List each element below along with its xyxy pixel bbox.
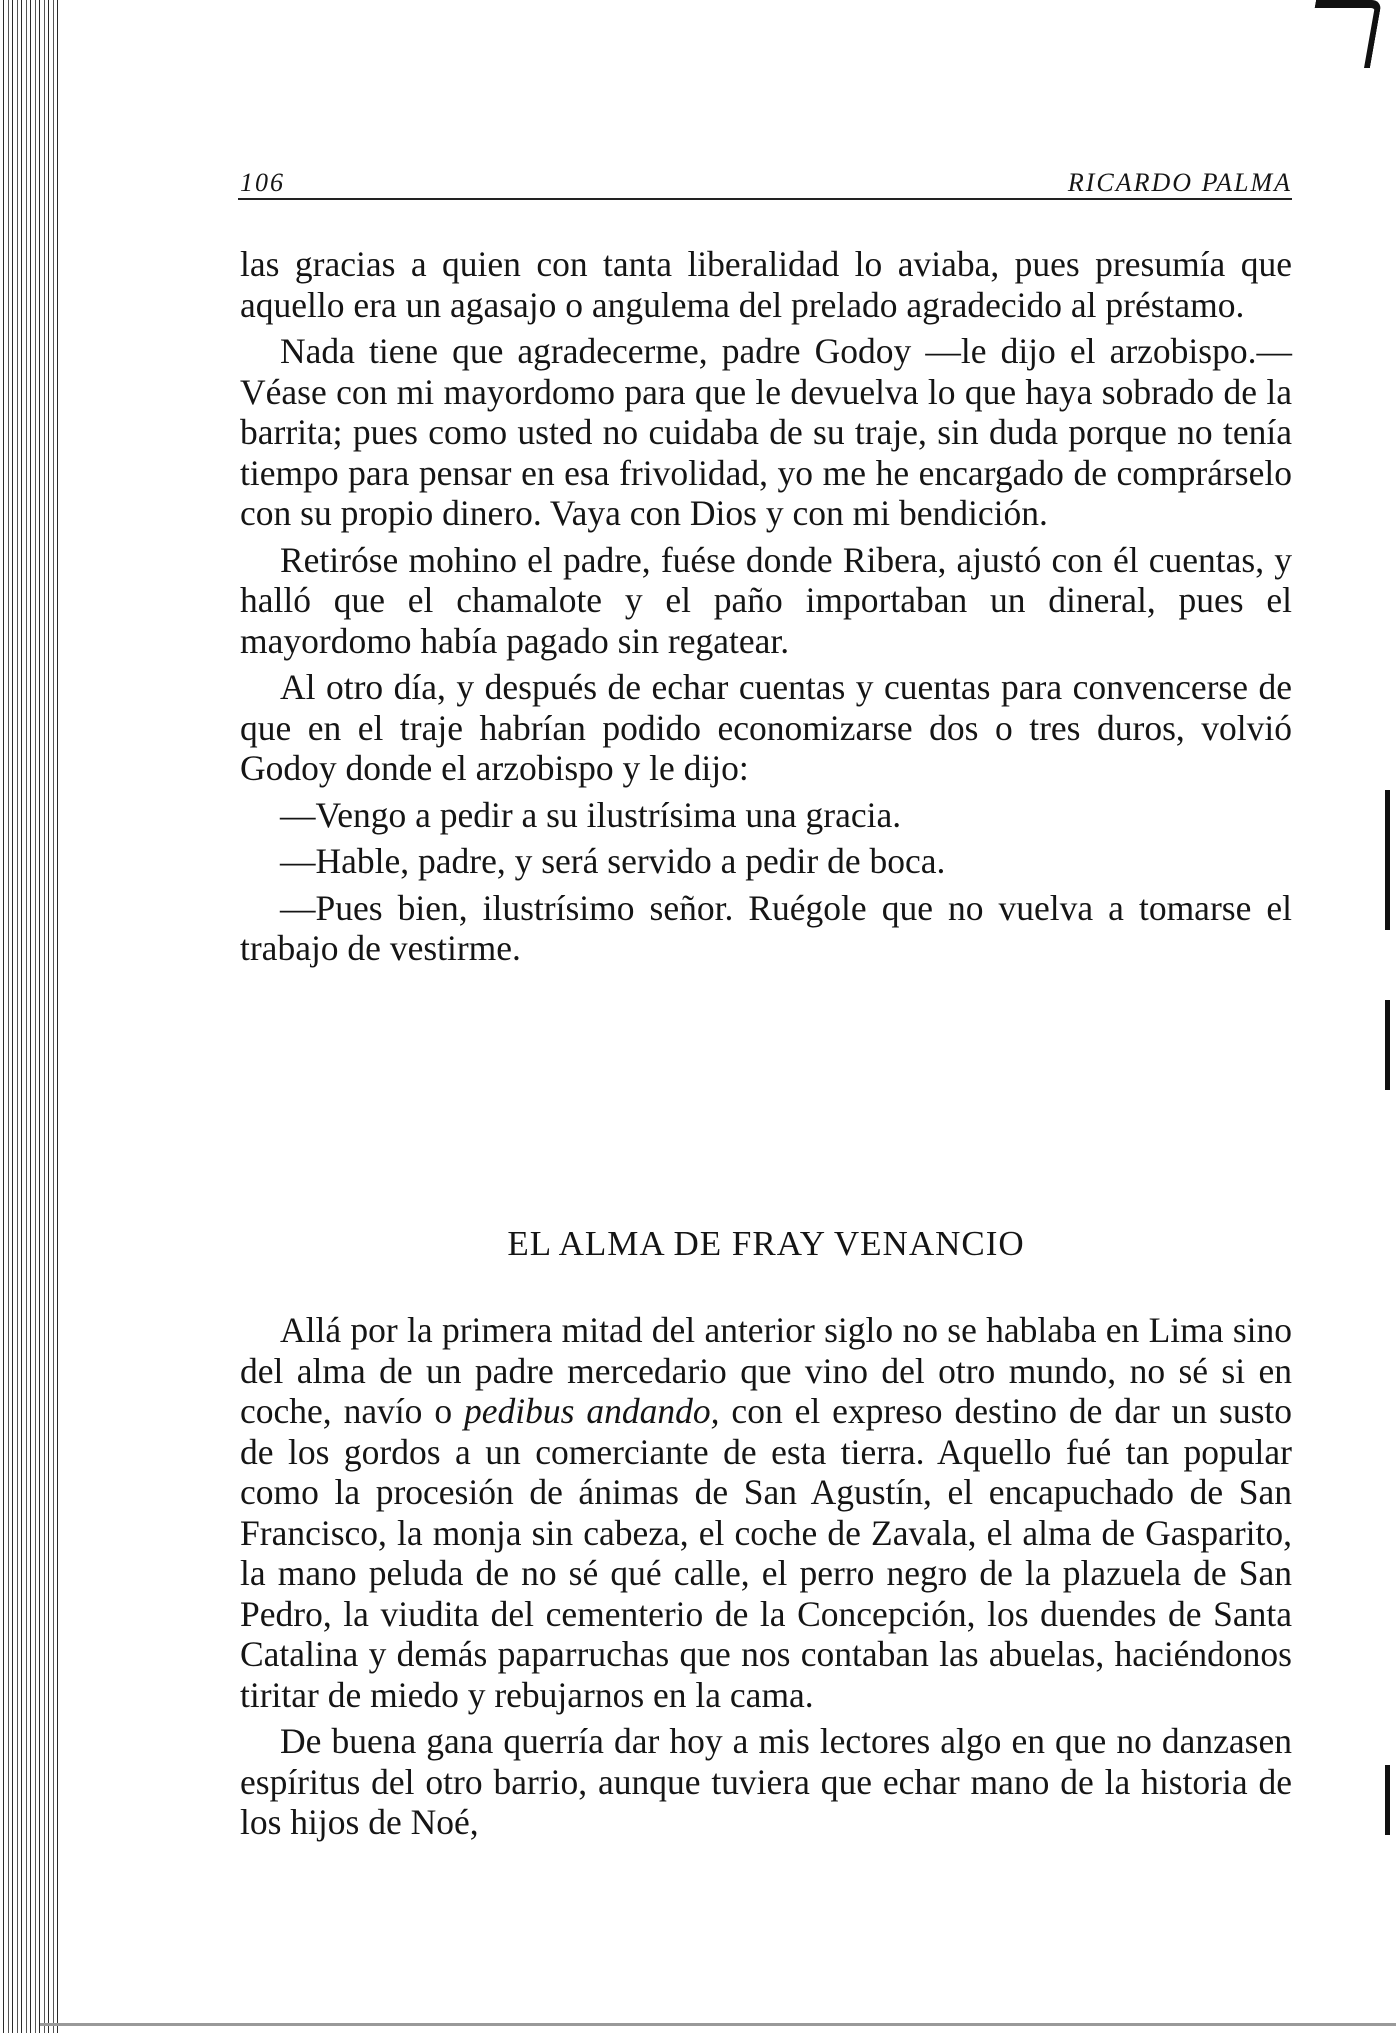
body-text-top xyxy=(240,244,1292,975)
page-edge-mark xyxy=(1385,790,1390,930)
section-heading: EL ALMA DE FRAY VENANCIO xyxy=(507,1224,1025,1263)
italic-phrase: pedibus andando, xyxy=(464,1391,720,1431)
running-header xyxy=(238,168,1292,200)
paragraph-text: Allá por la primera mitad del anterior siglo no se hablaba en Lima sino del alma de un padre mercedario que vino del otro mundo, no sé si en coche, navío o xyxy=(240,1310,1292,1431)
running-title: RICARDO PALMA xyxy=(1067,168,1292,197)
paragraph: Al otro día, y después de echar cuentas y cuentas para convencerse de que en el traje habrían podido economizarse dos o tres duros, volvió Godoy donde el arzobispo y le dijo: xyxy=(240,667,1292,788)
page-corner-mark xyxy=(1304,0,1382,68)
paragraph-text: con el expreso destino de dar un susto de los gordos a un comerciante de esta tierra. Aquello fué tan popular como la procesión de ánimas de San Agustín, el encapuchado de San Francisco, la monja sin cabeza, el coche de Zavala, el alma de Gasparito, la mano peluda de no sé qué calle, el perro negro de la plazuela de San Pedro, la viudita del cementerio de la Concepción, los duendes de Santa Catalina y demás paparruchas que nos contaban las abuelas, haciéndonos tiritar de miedo y rebujarnos en la cama. xyxy=(240,1391,1293,1715)
paragraph: De buena gana querría dar hoy a mis lectores algo en que no danzasen espíritus del otro barrio, aunque tuviera que echar mano de la historia de los hijos de Noé, xyxy=(240,1721,1292,1842)
paragraph xyxy=(240,1310,1292,1715)
paragraph: Nada tiene que agradecerme, padre Godoy —le dijo el arzobispo.— Véase con mi mayordomo para que le devuelva lo que haya sobrado de la barrita; pues como usted no cuidaba de su traje, sin duda porque no tenía tiempo para pensar en esa frivolidad, yo me he encargado de comprárselo con su propio dinero. Vaya con Dios y con mi bendición. xyxy=(240,331,1292,533)
body-text-section xyxy=(240,1310,1292,1849)
dialogue-line: —Hable, padre, y será servido a pedir de boca. xyxy=(280,841,946,881)
paragraph: Retiróse mohino el padre, fuése donde Ribera, ajustó con él cuentas, y halló que el chamalote y el paño importaban un dineral, pues el mayordomo había pagado sin regatear. xyxy=(240,539,1292,661)
page-bottom-rule xyxy=(40,2023,1396,2026)
paragraph: las gracias a quien con tanta liberalidad lo aviaba, pues presumía que aquello era un agasajo o angulema del prelado agradecido al préstamo. xyxy=(240,244,1292,325)
dialogue-line: —Pues bien, ilustrísimo señor. Ruégole que no vuelva a tomarse el trabajo de vestirme. xyxy=(240,887,1292,968)
dialogue-line: —Vengo a pedir a su ilustrísima una gracia. xyxy=(280,794,902,835)
page-edge-mark xyxy=(1385,1765,1390,1835)
page-number: 106 xyxy=(240,168,285,197)
page-edge-mark xyxy=(1385,1000,1390,1090)
book-binding-edge xyxy=(0,0,62,2033)
